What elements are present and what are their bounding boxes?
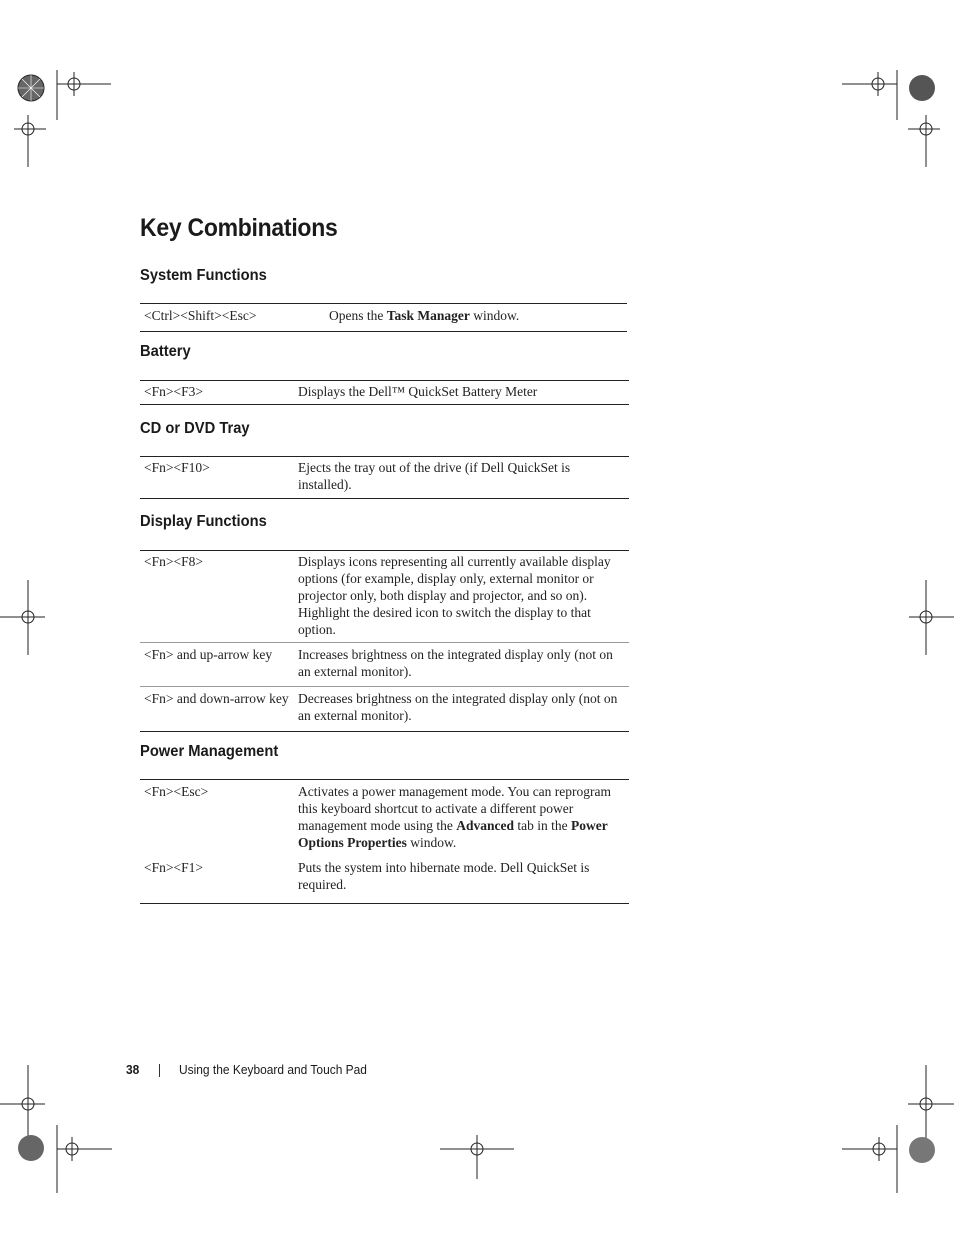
table-row bbox=[140, 643, 629, 687]
key-description: Ejects the tray out of the drive (if Dell QuickSet is installed). bbox=[294, 457, 629, 499]
power-management-table bbox=[140, 779, 629, 904]
key-combination: <Fn><Esc> bbox=[140, 780, 294, 858]
page-title: Key Combinations bbox=[140, 214, 338, 242]
section-title-system-functions: System Functions bbox=[140, 267, 267, 284]
table-row bbox=[140, 780, 629, 858]
key-description: Opens the Task Manager window. bbox=[325, 304, 627, 332]
section-title-cd-dvd-tray: CD or DVD Tray bbox=[140, 420, 250, 437]
table-row bbox=[140, 687, 629, 732]
key-description: Displays the Dell™ QuickSet Battery Meter bbox=[294, 381, 629, 405]
section-title-power-management: Power Management bbox=[140, 743, 279, 760]
key-combination: <Fn><F10> bbox=[140, 457, 294, 499]
table-row bbox=[140, 457, 629, 499]
system-functions-table bbox=[140, 303, 627, 332]
registration-mark-bottom-right bbox=[838, 1065, 954, 1195]
key-description: Decreases brightness on the integrated display only (not on an external monitor). bbox=[294, 687, 629, 732]
battery-table bbox=[140, 380, 629, 405]
key-combination: <Ctrl><Shift><Esc> bbox=[140, 304, 325, 332]
cd-dvd-tray-table bbox=[140, 456, 629, 499]
chapter-title: Using the Keyboard and Touch Pad bbox=[179, 1062, 367, 1077]
page-number: 38 bbox=[126, 1062, 140, 1077]
registration-mark-top-left bbox=[14, 70, 114, 170]
key-description: Activates a power management mode. You can reprogram this keyboard shortcut to activate a different power management mode using the Advanced tab in the Power Options Properties window. bbox=[294, 780, 629, 858]
key-combination: <Fn><F8> bbox=[140, 551, 294, 643]
key-combination: <Fn><F1> bbox=[140, 857, 294, 904]
table-row bbox=[140, 857, 629, 904]
registration-mark-top-right bbox=[840, 70, 940, 170]
key-combination: <Fn> and down-arrow key bbox=[140, 687, 294, 732]
registration-mark-bottom-center bbox=[438, 1135, 518, 1180]
key-description: Puts the system into hibernate mode. Dell QuickSet is required. bbox=[294, 857, 629, 904]
key-description: Displays icons representing all currently available display options (for example, display only, external monitor or projector only, both display and projector, and so on). Highlight the desired icon to switch the display to that option. bbox=[294, 551, 629, 643]
section-title-display-functions: Display Functions bbox=[140, 513, 267, 530]
key-combination: <Fn> and up-arrow key bbox=[140, 643, 294, 687]
section-title-battery: Battery bbox=[140, 343, 191, 360]
table-row bbox=[140, 304, 627, 332]
registration-mark-mid-right bbox=[904, 580, 954, 660]
table-row bbox=[140, 551, 629, 643]
registration-mark-bottom-left bbox=[0, 1065, 120, 1195]
footer-divider bbox=[159, 1064, 160, 1077]
registration-mark-mid-left bbox=[0, 580, 50, 660]
display-functions-table bbox=[140, 550, 629, 732]
key-combination: <Fn><F3> bbox=[140, 381, 294, 405]
key-description: Increases brightness on the integrated display only (not on an external monitor). bbox=[294, 643, 629, 687]
table-row bbox=[140, 381, 629, 405]
